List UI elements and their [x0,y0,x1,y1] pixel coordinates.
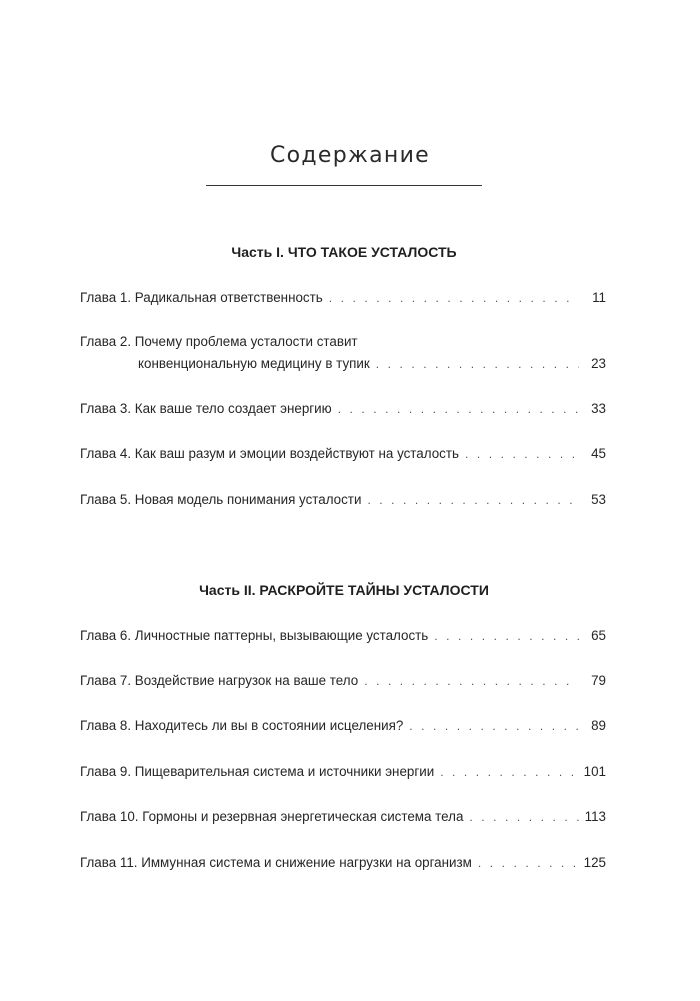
toc-entry-chapter-9[interactable] [80,761,606,783]
toc-entry-chapter-8[interactable] [80,715,606,737]
chapter-1-title: Глава 1. Радикальная ответственность [80,290,323,305]
chapter-7-title: Глава 7. Воздействие нагрузок на ваше тело [80,673,359,688]
chapter-5-title: Глава 5. Новая модель понимания усталости [80,492,362,507]
page-title: Содержание [269,143,431,168]
dot-leader [364,670,579,692]
chapter-2-page-number: 23 [591,356,606,371]
toc-entry-chapter-3[interactable] [80,398,606,420]
title-underline [206,185,482,186]
toc-entry-chapter-5[interactable] [80,489,606,511]
part-2-heading: Часть II. РАСКРОЙТЕ ТАЙНЫ УСТАЛОСТИ [199,582,489,598]
chapter-3-page-number: 33 [591,401,606,416]
chapter-1-page-number: 11 [592,290,606,305]
toc-entry-chapter-1[interactable] [80,287,606,309]
dot-leader [465,443,579,465]
dot-leader [409,715,579,737]
chapter-10-page-number: 113 [584,809,606,824]
toc-entry-chapter-11[interactable] [80,852,606,874]
dot-leader [367,489,579,511]
toc-entry-chapter-10[interactable] [80,806,606,828]
toc-entry-chapter-4[interactable] [80,443,606,465]
part-1-heading: Часть I. ЧТО ТАКОЕ УСТАЛОСТЬ [231,244,457,260]
chapter-7-page-number: 79 [591,673,606,688]
chapter-9-title: Глава 9. Пищеварительная система и источники энергии [80,764,435,779]
toc-entry-chapter-7[interactable] [80,670,606,692]
chapter-4-page-number: 45 [591,446,606,461]
chapter-6-page-number: 65 [591,628,606,643]
chapter-8-page-number: 89 [591,718,606,733]
dot-leader [329,287,579,309]
chapter-11-title: Глава 11. Иммунная система и снижение нагрузки на организм [80,855,472,870]
dot-leader [376,353,579,375]
toc-entry-chapter-6[interactable] [80,625,606,647]
chapter-8-title: Глава 8. Находитесь ли вы в состоянии исцеления? [80,718,404,733]
dot-leader [434,625,579,647]
chapter-9-page-number: 101 [583,764,606,779]
chapter-2-title-continuation: конвенциональную медицину в тупик [138,356,370,371]
chapter-5-page-number: 53 [591,492,606,507]
chapter-2-title: Глава 2. Почему проблема усталости ставит [80,334,358,349]
dot-leader [469,806,579,828]
toc-entry-chapter-2[interactable] [80,331,606,375]
dot-leader [338,398,579,420]
chapter-4-title: Глава 4. Как ваш разум и эмоции воздействуют на усталость [80,446,459,461]
chapter-6-title: Глава 6. Личностные паттерны, вызывающие усталость [80,628,429,643]
dot-leader [478,852,579,874]
chapter-10-title: Глава 10. Гормоны и резервная энергетическая система тела [80,809,464,824]
chapter-11-page-number: 125 [583,855,606,870]
dot-leader [440,761,578,783]
chapter-3-title: Глава 3. Как ваше тело создает энергию [80,401,332,416]
